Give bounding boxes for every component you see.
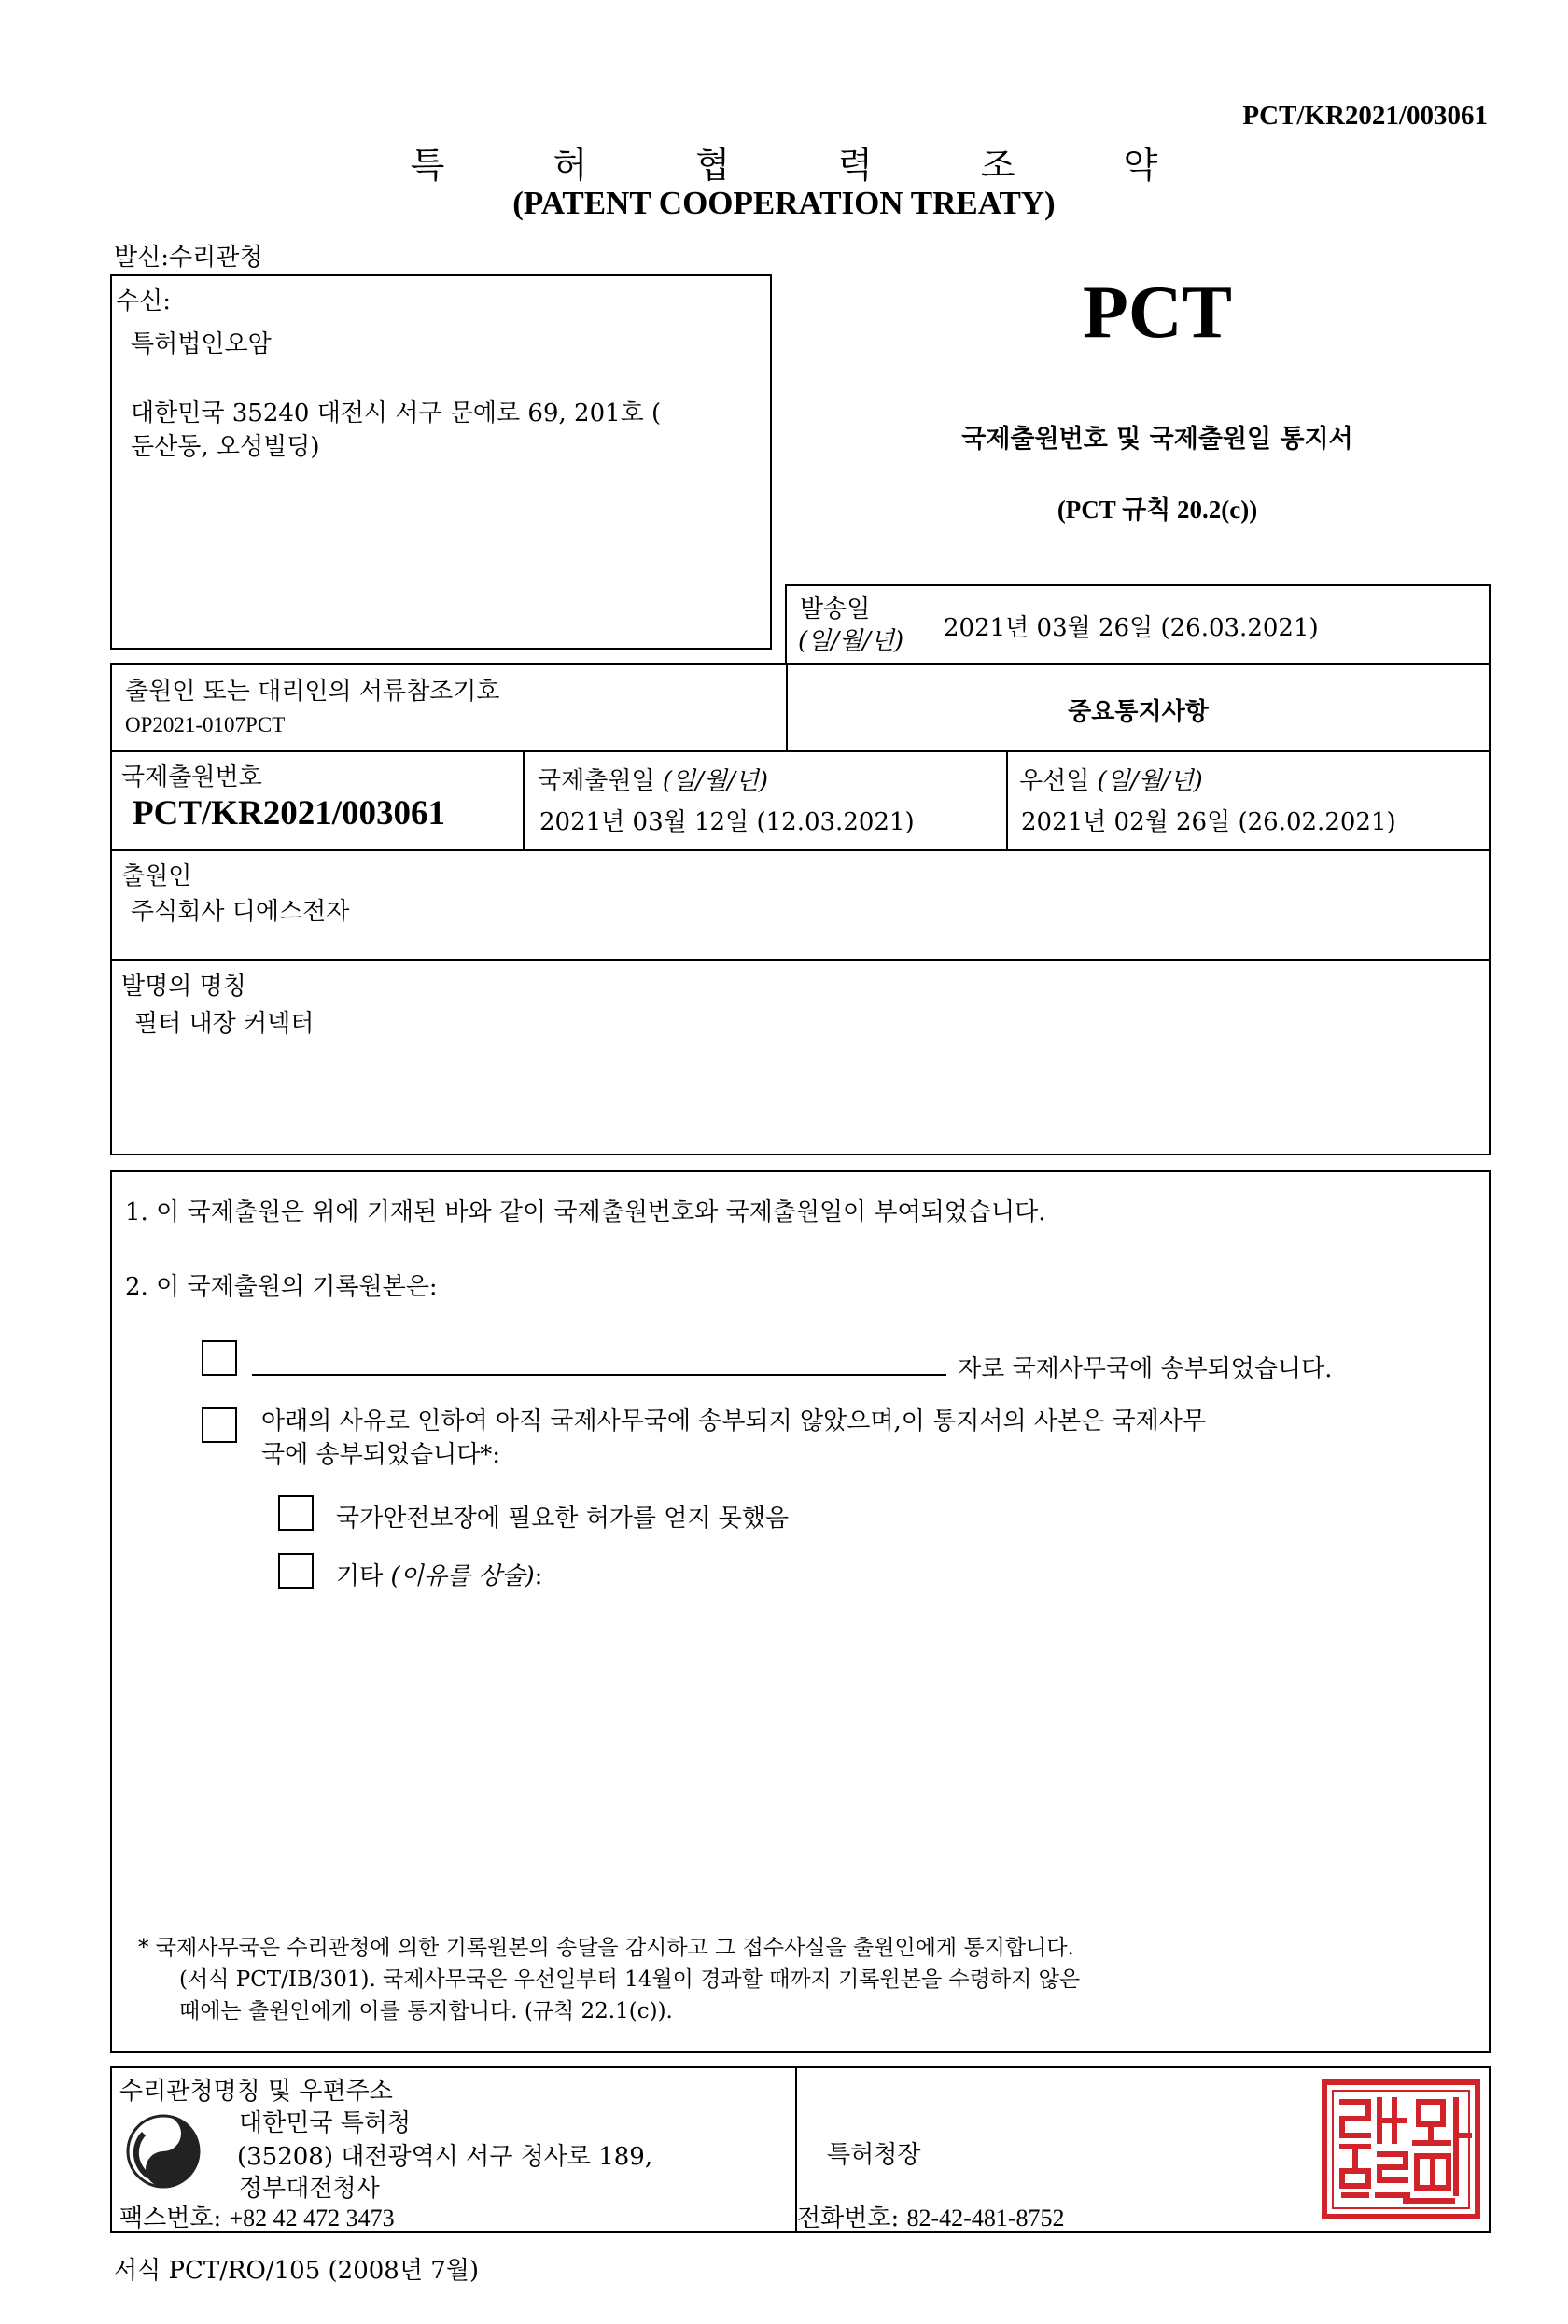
pct-rule: (PCT 규칙 20.2(c)) bbox=[1057, 496, 1258, 524]
notice-item-2: 2. 이 국제출원의 기록원본은: bbox=[125, 1273, 438, 1301]
transmitted-date-blank bbox=[252, 1374, 946, 1376]
option-not-transmitted-line2: 국에 송부되었습니다*: bbox=[261, 1441, 501, 1469]
footnote-line-2: (서식 PCT/IB/301). 국제사무국은 우선일부터 14월이 경과할 때까지 기록원본을 수령하지 않은 bbox=[179, 1967, 1081, 1992]
reference-value: OP2021-0107PCT bbox=[125, 713, 286, 736]
applicant-label: 출원인 bbox=[121, 862, 192, 890]
application-number-label: 국제출원번호 bbox=[121, 763, 262, 791]
applicant-box bbox=[110, 849, 1491, 961]
notice-body-box bbox=[110, 1170, 1491, 2053]
recipient-box bbox=[110, 274, 772, 650]
application-row bbox=[110, 750, 1491, 851]
office-name: 대한민국 특허청 bbox=[239, 2109, 412, 2137]
option-transmitted-text: 자로 국제사무국에 송부되었습니다. bbox=[958, 1355, 1333, 1383]
reason-security-checkbox[interactable] bbox=[278, 1495, 314, 1531]
footnote-line-1: * 국제사무국은 수리관청에 의한 기록원본의 송달을 감시하고 그 접수사실을 출원인에게 통지합니다. bbox=[138, 1936, 1074, 1960]
office-label: 수리관청명칭 및 우편주소 bbox=[119, 2078, 393, 2106]
filing-date-value: 2021년 03월 12일 (12.03.2021) bbox=[539, 808, 915, 836]
option-not-transmitted-checkbox[interactable] bbox=[202, 1407, 237, 1443]
option-transmitted-checkbox[interactable] bbox=[202, 1340, 237, 1376]
reason-other-text: 기타 (이유를 상술): bbox=[336, 1562, 543, 1590]
application-number-value: PCT/KR2021/003061 bbox=[133, 794, 446, 833]
filing-date-label: 국제출원일 (일/월/년) bbox=[538, 767, 769, 795]
recipient-address-line1: 대한민국 35240 대전시 서구 문예로 69, 201호 ( bbox=[131, 399, 662, 427]
notice-title: 국제출원번호 및 국제출원일 통지서 bbox=[961, 425, 1353, 454]
document-number: PCT/KR2021/003061 bbox=[1242, 101, 1488, 131]
application-divider-1 bbox=[523, 752, 525, 849]
priority-date-label: 우선일 (일/월/년) bbox=[1019, 767, 1203, 795]
notice-item-1: 1. 이 국제출원은 위에 기재된 바와 같이 국제출원번호와 국제출원일이 부여되었습니다. bbox=[125, 1198, 1046, 1226]
treaty-title-korean: 특 허 협 력 조 약 bbox=[410, 145, 1207, 186]
reason-other-checkbox[interactable] bbox=[278, 1553, 314, 1589]
form-identifier: 서식 PCT/RO/105 (2008년 7월) bbox=[114, 2257, 480, 2285]
recipient-label: 수신: bbox=[116, 287, 171, 315]
sender-label: 발신:수리관청 bbox=[114, 244, 263, 272]
mailing-date-format: (일/월/년) bbox=[798, 627, 904, 655]
recipient-name: 특허법인오암 bbox=[131, 330, 272, 358]
fax-number: 팩스번호: +82 42 472 3473 bbox=[119, 2205, 395, 2233]
kipo-taegeuk-logo-icon bbox=[125, 2113, 202, 2190]
application-divider-2 bbox=[1006, 752, 1008, 849]
treaty-title-english: (PATENT COOPERATION TREATY) bbox=[512, 185, 1056, 221]
option-not-transmitted-line1: 아래의 사유로 인하여 아직 국제사무국에 송부되지 않았으며,이 통지서의 사본은 국제사무 bbox=[261, 1407, 1206, 1435]
reason-security-text: 국가안전보장에 필요한 허가를 얻지 못했음 bbox=[336, 1505, 790, 1533]
invention-label: 발명의 명칭 bbox=[121, 973, 246, 1001]
mailing-date-value: 2021년 03월 26일 (26.03.2021) bbox=[944, 614, 1319, 642]
reference-label: 출원인 또는 대리인의 서류참조기호 bbox=[125, 678, 500, 706]
priority-date-value: 2021년 02월 26일 (26.02.2021) bbox=[1021, 808, 1396, 836]
important-notice: 중요통지사항 bbox=[1068, 698, 1209, 726]
office-box bbox=[110, 2066, 1491, 2233]
invention-box bbox=[110, 959, 1491, 1155]
office-building: 정부대전청사 bbox=[239, 2175, 380, 2203]
mailing-date-label: 발송일 bbox=[800, 595, 871, 623]
reference-row bbox=[110, 663, 1491, 752]
applicant-value: 주식회사 디에스전자 bbox=[131, 898, 350, 926]
footnote-line-3: 때에는 출원인에게 이를 통지합니다. (규칙 22.1(c)). bbox=[179, 1999, 673, 2023]
invention-title: 필터 내장 커넥터 bbox=[134, 1010, 315, 1038]
mailing-date-box bbox=[785, 584, 1491, 665]
commissioner-title: 특허청장 bbox=[827, 2141, 921, 2169]
official-red-seal-icon bbox=[1322, 2079, 1480, 2219]
phone-number: 전화번호: 82-42-481-8752 bbox=[797, 2205, 1065, 2233]
office-address: (35208) 대전광역시 서구 청사로 189, bbox=[237, 2143, 653, 2171]
pct-title: PCT bbox=[1083, 272, 1232, 354]
recipient-address-line2: 둔산동, 오성빌딩) bbox=[131, 433, 320, 461]
